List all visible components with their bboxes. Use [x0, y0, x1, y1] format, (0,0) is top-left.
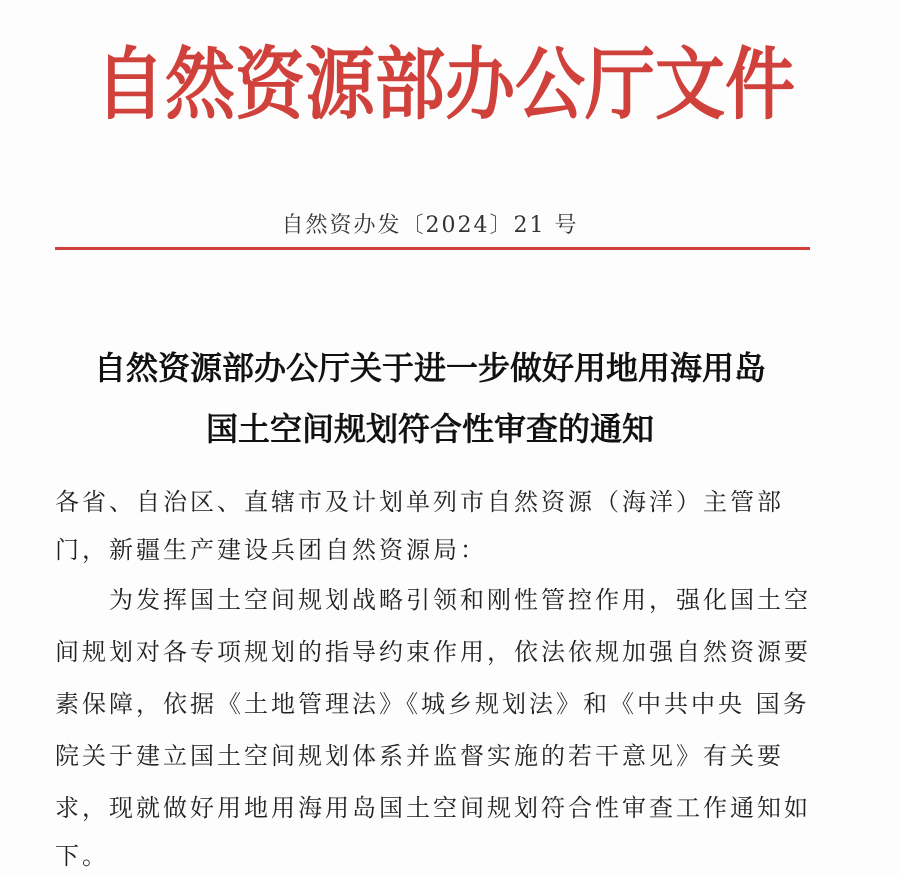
body-line: 下。: [55, 842, 109, 870]
header-char: 公: [515, 38, 585, 131]
document-red-header: [95, 22, 795, 134]
body-line: 间规划对各专项规划的指导约束作用，依法依规加强自然资源要: [55, 638, 811, 666]
header-char: 厅: [585, 38, 655, 131]
header-char: 然: [165, 38, 235, 131]
header-char: 部: [375, 38, 445, 131]
header-char: 资: [235, 38, 305, 131]
body-line: 素保障，依据《土地管理法》《城乡规划法》和《中共中央 国务: [55, 690, 810, 718]
header-char: 源: [305, 38, 375, 131]
body-line: 求，现就做好用地用海用岛国土空间规划符合性审查工作通知如: [55, 794, 811, 822]
document-title-line-1: 自然资源部办公厅关于进一步做好用地用海用岛: [93, 349, 766, 387]
header-char: 文: [655, 38, 725, 131]
document-number: 自然资办发〔2024〕21 号: [281, 213, 579, 238]
body-line: 门，新疆生产建设兵团自然资源局：: [55, 536, 487, 564]
header-char: 自: [95, 38, 165, 131]
header-char: 办: [445, 38, 515, 131]
header-char: 件: [725, 38, 795, 131]
red-divider-line: [55, 247, 810, 250]
body-line: 为发挥国土空间规划战略引领和刚性管控作用，强化国土空: [55, 586, 811, 614]
body-line: 院关于建立国土空间规划体系并监督实施的若干意见》有关要: [55, 742, 784, 770]
body-line: 各省、自治区、直辖市及计划单列市自然资源（海洋）主管部: [55, 488, 784, 516]
document-title-line-2: 国土空间规划符合性审查的通知: [205, 410, 654, 448]
